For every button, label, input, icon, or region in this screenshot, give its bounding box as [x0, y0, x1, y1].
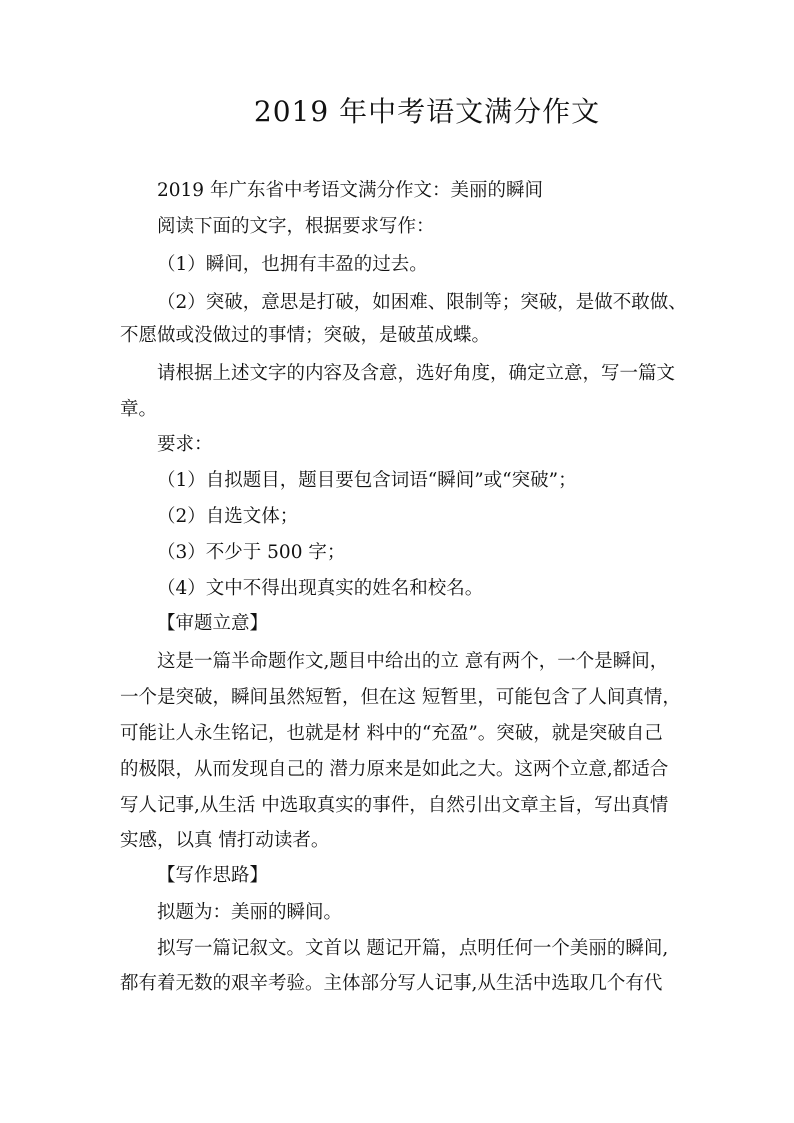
analysis-paragraph-line: 实感，以真 情打动读者。 [120, 830, 330, 851]
requirement-2: （2）自选文体； [157, 506, 299, 527]
writing-title-line: 拟题为：美丽的瞬间。 [157, 902, 343, 923]
task-line: 请根据上述文字的内容及含意，选好角度，确定立意，写一篇文 [157, 363, 676, 384]
analysis-paragraph-line: 写人记事,从生活 中选取真实的事件，自然引出文章主旨，写出真情 [120, 795, 669, 816]
analysis-paragraph-line: 可能让人永生铭记，也就是材 料中的“充盈”。突破，就是突破自己 [120, 723, 663, 744]
analysis-paragraph-line: 一个是突破，瞬间虽然短暂，但在这 短暂里，可能包含了人间真情， [120, 687, 681, 708]
prompt-item-2: （2）突破，意思是打破，如困难、限制等；突破，是做不敢做、 [157, 292, 687, 313]
requirement-1: （1）自拟题目，题目要包含词语“瞬间”或“突破”； [157, 470, 577, 491]
requirements-heading: 要求： [157, 434, 213, 455]
document-title: 2019 年中考语文满分作文 [253, 95, 601, 128]
prompt-item-2-continued: 不愿做或没做过的事情；突破，是破茧成蝶。 [120, 325, 491, 346]
section-heading-writing: 【写作思路】 [157, 865, 269, 886]
prompt-item-1: （1）瞬间，也拥有丰盈的过去。 [157, 254, 428, 275]
writing-paragraph-line: 拟写一篇记叙文。文首以 题记开篇，点明任何一个美丽的瞬间, [157, 938, 669, 959]
analysis-paragraph-line: 这是一篇半命题作文,题目中给出的立 意有两个，一个是瞬间， [157, 651, 669, 672]
section-heading-analysis: 【审题立意】 [157, 613, 269, 634]
writing-paragraph-line: 都有着无数的艰辛考验。主体部分写人记事,从生活中选取几个有代 [120, 973, 663, 994]
requirement-4: （4）文中不得出现真实的姓名和校名。 [157, 578, 484, 599]
task-line-continued: 章。 [120, 399, 158, 420]
subtitle-line: 2019 年广东省中考语文满分作文：美丽的瞬间 [157, 180, 543, 201]
instruction-line: 阅读下面的文字，根据要求写作： [157, 216, 435, 237]
analysis-paragraph-line: 的极限，从而发现自己的 潜力原来是如此之大。这两个立意,都适合 [120, 759, 669, 780]
requirement-3: （3）不少于 500 字； [157, 542, 346, 563]
